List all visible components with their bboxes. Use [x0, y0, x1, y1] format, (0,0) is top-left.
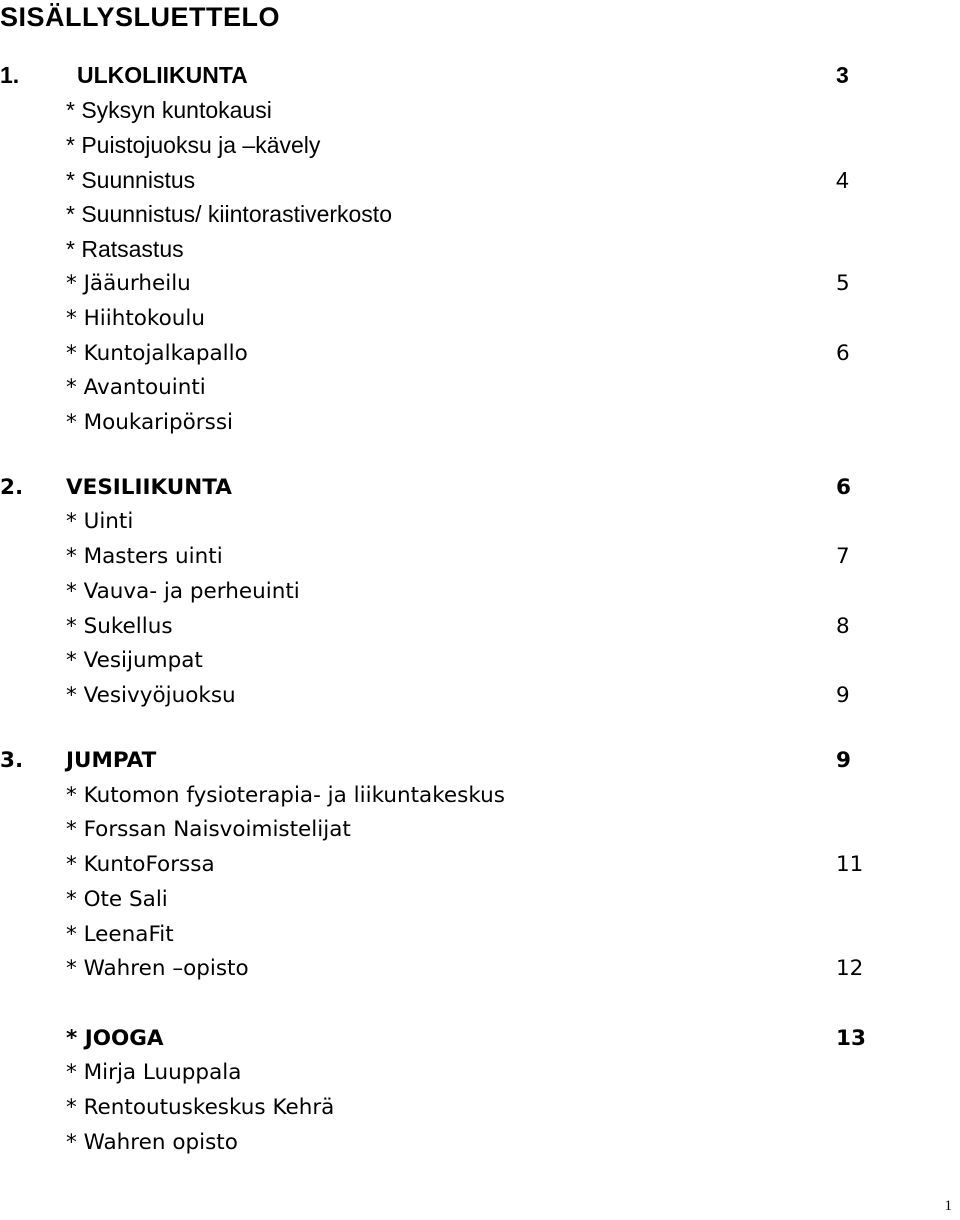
toc-entry-label: * Rentoutuskeskus Kehrä: [66, 1095, 335, 1120]
section-heading-ulkoliikunta: [0, 58, 960, 92]
section-number: 1.: [0, 62, 20, 88]
page-title: SISÄLLYSLUETTELO: [0, 2, 281, 32]
list-item: [0, 1091, 960, 1125]
toc-entry-page: 8: [836, 614, 850, 639]
toc-entry-label: * Uinti: [66, 509, 134, 534]
toc-entry-label: * Vesivyöjuoksu: [66, 683, 236, 708]
toc-entry-label: * Ote Sali: [66, 887, 168, 912]
list-item: [0, 848, 960, 882]
list-item: [0, 163, 960, 197]
toc-entry-label: * LeenaFit: [66, 922, 174, 947]
list-item: [0, 197, 960, 231]
page-number: 1: [944, 1198, 952, 1214]
list-item: [0, 610, 960, 644]
toc-entry-label: * Wahren opisto: [66, 1130, 238, 1155]
toc-entry-page: 7: [836, 544, 850, 569]
list-item: [0, 883, 960, 917]
toc-entry-label: * Kuntojalkapallo: [66, 341, 248, 366]
list-item: [0, 679, 960, 713]
list-item: [0, 267, 960, 301]
list-item: [0, 93, 960, 127]
section-title: ULKOLIIKUNTA: [77, 62, 248, 88]
list-item: [0, 337, 960, 371]
list-item: [0, 644, 960, 678]
section-number: 2.: [0, 475, 24, 500]
toc-entry-label: * Jääurheilu: [66, 271, 191, 296]
toc-entry-label: * Syksyn kuntokausi: [66, 97, 272, 123]
toc-entry-label: * Wahren –opisto: [66, 956, 249, 981]
toc-entry-label: * Vauva- ja perheuinti: [66, 579, 300, 604]
toc-entry-label: * Masters uinti: [66, 544, 223, 569]
toc-entry-page: 4: [836, 167, 849, 193]
list-item: [0, 128, 960, 162]
toc-entry-label: * Forssan Naisvoimistelijat: [66, 817, 351, 842]
list-item: [0, 540, 960, 574]
toc-entry-page: 11: [836, 852, 864, 877]
toc-entry-page: 5: [836, 271, 850, 296]
toc-entry-label: * Vesijumpat: [66, 648, 203, 673]
section-title: VESILIIKUNTA: [66, 475, 232, 500]
list-item: [0, 575, 960, 609]
list-item: [0, 232, 960, 266]
section-title: JUMPAT: [66, 748, 157, 773]
toc-entry-label: * Hiihtokoulu: [66, 306, 205, 331]
section-title: * JOOGA: [66, 1026, 164, 1051]
toc-entry-label: * Moukaripörssi: [66, 410, 233, 435]
toc-entry-label: * Ratsastus: [66, 236, 184, 262]
toc-entry-page: 6: [836, 341, 850, 366]
list-item: [0, 406, 960, 440]
toc-entry-label: * Kutomon fysioterapia- ja liikuntakeskus: [66, 783, 505, 808]
section-heading-vesiliikunta: [0, 471, 960, 505]
toc-entry-page: 12: [836, 956, 864, 981]
list-item: [0, 505, 960, 539]
toc-entry-label: * Suunnistus/ kiintorastiverkosto: [66, 201, 392, 227]
toc-entry-label: * KuntoForssa: [66, 852, 215, 877]
list-item: [0, 779, 960, 813]
toc-entry-label: * Mirja Luuppala: [66, 1060, 242, 1085]
list-item: [0, 918, 960, 952]
toc-entry-label: * Avantouinti: [66, 375, 206, 400]
toc-entry-page: 9: [836, 683, 850, 708]
section-page-number: 3: [836, 62, 849, 88]
list-item: [0, 371, 960, 405]
list-item: [0, 952, 960, 986]
section-number: 3.: [0, 748, 24, 773]
section-page-number: 6: [836, 475, 851, 500]
toc-entry-label: * Puistojuoksu ja –kävely: [66, 132, 321, 158]
section-heading-jumpat: [0, 744, 960, 778]
list-item: [0, 813, 960, 847]
list-item: [0, 1126, 960, 1160]
section-page-number: 9: [836, 748, 851, 773]
list-item: [0, 302, 960, 336]
section-page-number: 13: [836, 1026, 866, 1051]
toc-entry-label: * Sukellus: [66, 614, 173, 639]
section-heading-jooga: [0, 1022, 960, 1056]
toc-entry-label: * Suunnistus: [66, 167, 196, 193]
list-item: [0, 1056, 960, 1090]
